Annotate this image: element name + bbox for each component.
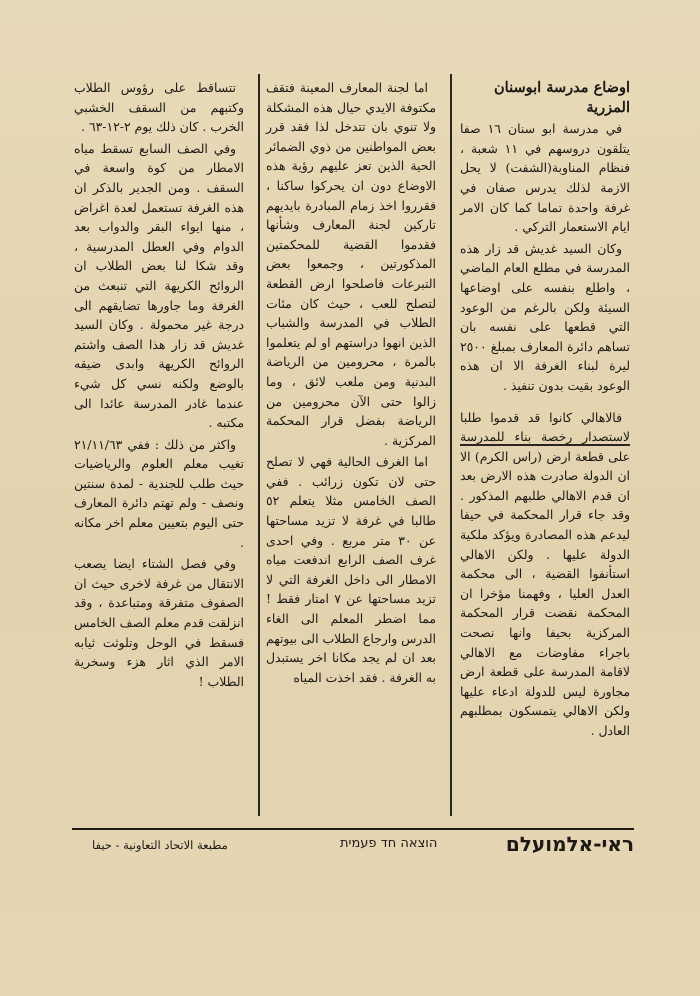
paragraph: اما لجنة المعارف المعينة فتقف مكتوفة الايدي حيال هذه المشكلة ولا تنوي بان تتدخل لذا فقد قرر بعض المواطنين من ذوي الضمائر الحية الذين تعز عليهم رؤية هذه الاوضاع دون ان يحركوا ساكنا ، فقرروا اخذ زمام المبادرة بايديهم تاركين لجنة المعارف وشأنها فقدموا القضية للمحكمتين المذكورتين ، وجمعوا بعض التبرعات فاصلحوا ارض القطعة لتصلح للعب ، حيث كان مئات الطلاب في المدرسة والشباب الذين انهوا دراستهم او لم يتعلموا بالمرة ، محرومين من الرياضة البدنية ومن ملعب لائق ، وما زالوا حتى الآن محرومين من الرياضة بفضل قرار المحكمة المركزية .: [266, 80, 436, 448]
paragraph: وفي فصل الشتاء ايضا يصعب الانتقال من غرفة لاخرى حيث ان الصفوف متفرقة ومتباعدة ، وقد انزلقت قدم معلم الصف الخامس فسقط في الوحل وتلوثت ثيابه الامر الذي اثار هزء وسخرية الطلاب !: [74, 556, 244, 689]
footer: [72, 832, 634, 866]
paragraph: وكان السيد غديش قد زار هذه المدرسة في مطلع العام الماضي ، واطلع بنفسه على اوضاعها السيئة ولكن بالرغم من الوعود التي قطعها على نفسه بان تساهم دائرة المعارف بمبلغ ٢٥٠٠ ليرة لبناء الغرفة الا ان هذه الوعود بقيت بدون تنفيذ .: [460, 240, 630, 393]
paragraph: وفي الصف السابع تسقط مياه الامطار من كوة واسعة في السقف . ومن الجدير بالذكر ان هذه الغرفة تستعمل لعدة اغراض ، منها ايواء البقر والدواب بعد الدوام وفي العطل المدرسية ، وقد شكا لنا بعض الطلاب ان الروائح الكريهة التي تنبعث من الغرفة وما جاورها تضايقهم الى درجة غير محمولة . وكان السيد غديش قد زار هذا الصف واشتم الروائح الكريهة وابدى ضيقه بالوضع ولكنه نسي كل شيء عندما غادر المدرسة عائدا الى مكتبه .: [74, 140, 244, 431]
column-divider: [258, 74, 260, 816]
article-sheet: [62, 60, 642, 890]
paragraph: تتساقط على رؤوس الطلاب وكتبهم من السقف الخشبي الخرب . كان ذلك يوم ٢-١٢-٦٣ .: [74, 80, 244, 135]
printer-credit: مطبعة الاتحاد التعاونية - حيفا: [92, 838, 228, 852]
column-3: [74, 78, 244, 693]
publication-brand: ראי-אלמועלם: [505, 832, 634, 856]
paragraph: واكثر من ذلك : ففي ٢١/١١/٦٣ تغيب معلم العلوم والرياضيات حيث طلب للجندية - لمدة سنتين ونصف - ولم تهتم دائرة المعارف حتى اليوم بتعيين معلم اخر مكانه .: [74, 436, 244, 550]
paragraph: فالاهالي كانوا قد قدموا طلبا لاستصدار رخصة بناء للمدرسة على قطعة ارض (راس الكرم) الا ان الدولة صادرت هذه الارض بعد ان قدم الاهالي طلبهم المذكور . وقد جاء قرار المحكمة في حيفا ليدعم هذه المصادرة ويؤكد ملكية الدولة عليها . ولكن الاهالي استأنفوا القضية ، الى محكمة العدل العليا ، وفهمنا مؤخرا ان المحكمة نقضت قرار المحكمة المركزية بحيفا وانها نصحت باجراء مفاوضات مع الاهالي لاقامة المدرسة على قطعة ارض مجاورة ليس للدولة ادعاء عليها ولكن الاهالي يتمسكون بمطلبهم العادل .: [460, 409, 630, 738]
column-1: [460, 78, 630, 743]
publisher-note: הוצאה חד פעמית: [340, 836, 438, 851]
paragraph: في مدرسة ابو سنان ١٦ صفا يتلقون دروسهم في ١١ شعبة ، فنظام المناوبة(الشفت) لا يحل الازمة لذلك يدرس صفان في غرفة واحدة تماما كما كان الامر ايام الاستعمار التركي .: [460, 121, 630, 235]
column-separator-horizontal: [460, 444, 630, 446]
column-divider: [450, 74, 452, 816]
column-2: [266, 78, 436, 689]
footer-rule: [72, 828, 634, 830]
article-headline: اوضاع مدرسة ابوسنان المزرية: [494, 79, 630, 116]
paragraph: اما الغرف الحالية فهي لا تصلح حتى لان تكون زرائب . ففي الصف الخامس مثلا يتعلم ٥٢ طالبا في غرفة لا تزيد مساحتها عن ٣٠ متر مربع . وفي احدى غرف الصف الرابع اندفعت مياه الامطار الى داخل الغرفة التي لا تزيد مساحتها عن ٧ امتار فقط ! مما اضطر المعلم الى الغاء الدرس وارجاع الطلاب الى بيوتهم بعد ان لم يجد مكانا اخر يستبدل به الغرفة . فقد اخذت المياه: [266, 454, 436, 685]
